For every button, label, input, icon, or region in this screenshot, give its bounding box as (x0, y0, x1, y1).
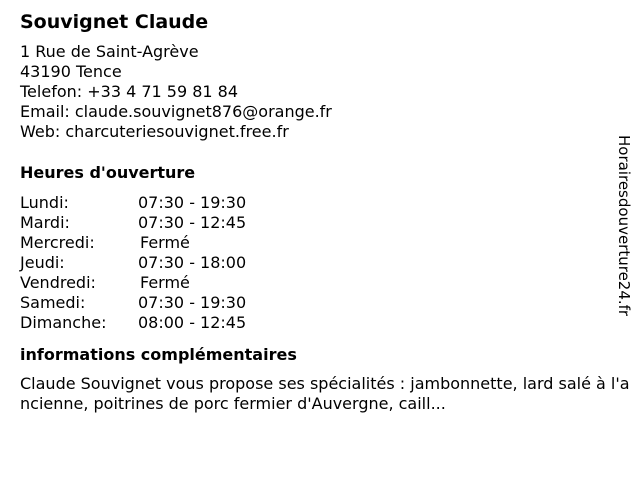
hours-row-mercredi (20, 233, 610, 253)
site-watermark: Horairesdouverture24.fr (615, 135, 633, 317)
hours-table (20, 193, 610, 333)
email-line: Email: claude.souvignet876@orange.fr (20, 102, 332, 121)
info-heading: informations complémentaires (20, 345, 297, 364)
hours-row-samedi (20, 293, 610, 313)
business-name: Souvignet Claude (20, 11, 209, 33)
phone-line: Telefon: +33 4 71 59 81 84 (20, 82, 239, 101)
hours-time: Fermé (140, 273, 190, 292)
hours-time: 07:30 - 19:30 (138, 293, 247, 312)
hours-day: Mercredi: (20, 233, 95, 252)
hours-day: Jeudi: (20, 253, 65, 272)
web-line: Web: charcuteriesouvignet.free.fr (20, 122, 289, 141)
hours-time: 07:30 - 18:00 (138, 253, 247, 272)
hours-day: Lundi: (20, 193, 69, 212)
hours-row-jeudi (20, 253, 610, 273)
hours-row-vendredi (20, 273, 610, 293)
hours-day: Vendredi: (20, 273, 96, 292)
hours-heading: Heures d'ouverture (20, 163, 196, 182)
hours-row-mardi (20, 213, 610, 233)
hours-day: Dimanche: (20, 313, 107, 332)
hours-day: Samedi: (20, 293, 86, 312)
address-city: 43190 Tence (20, 62, 122, 81)
hours-time: 08:00 - 12:45 (138, 313, 247, 332)
hours-time: 07:30 - 12:45 (138, 213, 247, 232)
hours-time: Fermé (140, 233, 190, 252)
business-description: Claude Souvignet vous propose ses spécialités : jambonnette, lard salé à l'ancienne, poitrines de porc fermier d'Auvergne, caill... (20, 374, 630, 413)
hours-row-lundi (20, 193, 610, 213)
address-street: 1 Rue de Saint-Agrève (20, 42, 199, 61)
hours-day: Mardi: (20, 213, 70, 232)
hours-time: 07:30 - 19:30 (138, 193, 247, 212)
hours-row-dimanche (20, 313, 610, 333)
